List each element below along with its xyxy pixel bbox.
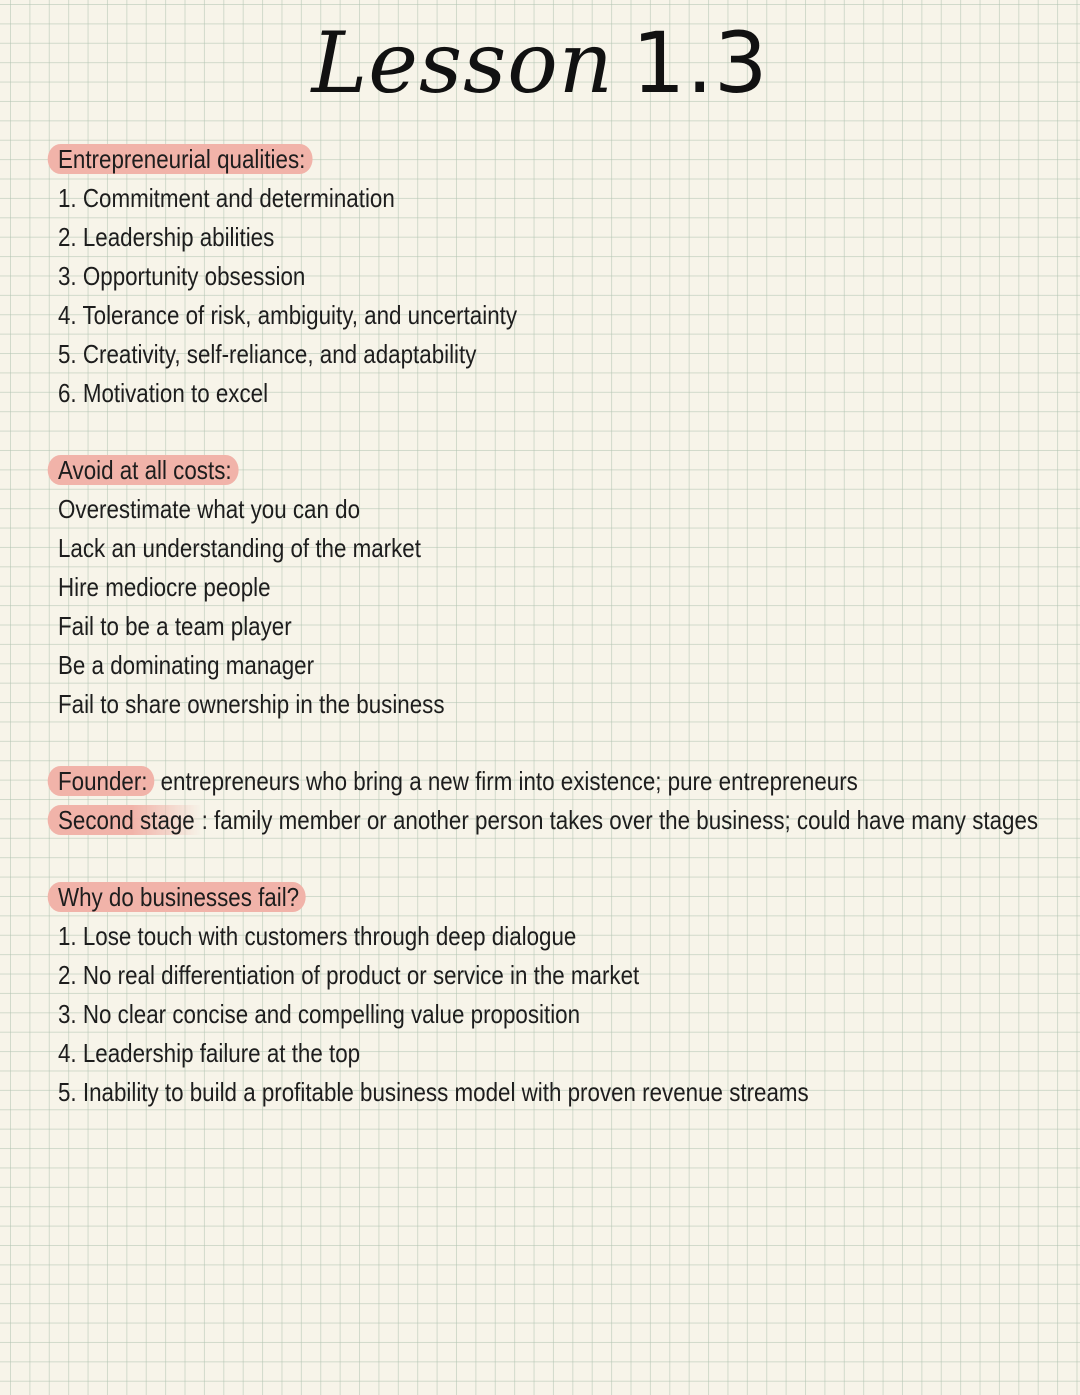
list-item: Hire mediocre people xyxy=(58,572,271,602)
qualities-heading-line xyxy=(58,140,312,179)
list-item: Overestimate what you can do xyxy=(58,494,361,524)
title-number: 1.3 xyxy=(631,14,769,112)
list-item: 1. Commitment and determination xyxy=(58,183,395,213)
list-item: 5. Inability to build a profitable business model with proven revenue streams xyxy=(58,1077,809,1107)
avoid-heading: Avoid at all costs: xyxy=(48,455,239,485)
list-item: 2. Leadership abilities xyxy=(58,222,275,252)
fail-heading-line xyxy=(58,878,306,917)
second-stage-text: : family member or another person takes over the business; could have many stages xyxy=(201,805,1039,835)
second-stage-term: Second stage xyxy=(48,805,202,835)
qualities-heading: Entrepreneurial qualities: xyxy=(48,144,313,174)
fail-heading: Why do businesses fail? xyxy=(48,882,306,912)
list-item: Fail to share ownership in the business xyxy=(58,689,445,719)
second-stage-definition xyxy=(58,801,1038,840)
list-item: 3. No clear concise and compelling value proposition xyxy=(58,999,581,1029)
list-item: Lack an understanding of the market xyxy=(58,533,421,563)
list-item: Be a dominating manager xyxy=(58,650,315,680)
founder-definition xyxy=(58,762,858,801)
page-title xyxy=(0,8,1080,118)
list-item: 4. Tolerance of risk, ambiguity, and uncertainty xyxy=(58,300,518,330)
title-word: Lesson xyxy=(311,14,614,112)
founder-term: Founder: xyxy=(48,766,155,796)
list-item: 3. Opportunity obsession xyxy=(58,261,306,291)
list-item: Fail to be a team player xyxy=(58,611,292,641)
list-item: 4. Leadership failure at the top xyxy=(58,1038,361,1068)
list-item: 1. Lose touch with customers through deep dialogue xyxy=(58,921,577,951)
list-item: 6. Motivation to excel xyxy=(58,378,269,408)
avoid-heading-line xyxy=(58,451,238,490)
founder-text: entrepreneurs who bring a new firm into existence; pure entrepreneurs xyxy=(154,766,858,796)
list-item: 2. No real differentiation of product or service in the market xyxy=(58,960,640,990)
list-item: 5. Creativity, self-reliance, and adaptability xyxy=(58,339,477,369)
